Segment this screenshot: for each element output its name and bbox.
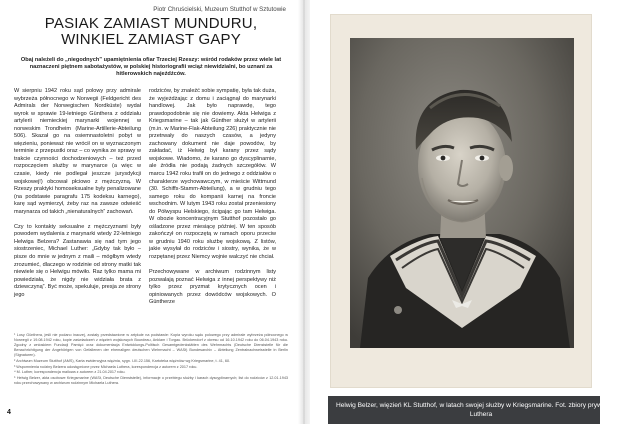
article-lead: Obaj należeli do „niegodnych” upamiętnienia ofiar Trzeciej Rzeszy: wśród rodaków przez wiele lat naznaczeni piętnem sabotażystów, w polskiej historiografii wciąż niewidzialni, bo uznani za hitlerowskich najeźdźców.: [20, 57, 282, 78]
paragraph: W sierpniu 1942 roku sąd polowy przy admirale wybrzeża północnego w Norwegii (Feldgericht des Admirals der Norwegischen Nordküste) wydał wyrok w sprawie 19-letniego Günthera z oddziału artylerii niemieckiej marynarki wojennej w norweskim Trondheim (Marine-Artillerie-Abteilung 506). Skazał go na osiemnastoletni pobyt w więzieniu, ponieważ nie wrócił on w wyznaczonym terminie z przepustki oraz – co wynika ze sprawy w trakcie czynności dochodzeniowych – też przed rozpoczęciem służby w marynarce (a więc w czasie, kiedy nie podlegał jeszcze jurysdykcji wojskowej!) obcował płciowo z mężczyzną. W Rzeszy praktyki homoseksualne były penalizowane (na podstawie paragrafu 175 kodeksu karnego), karę sąd wymierzył, żeby raz na zawsze odwieść marynarza od takich „nienaturalnych” zachowań.: [14, 88, 141, 215]
paragraph: Przechowywane w archiwum rodzinnym listy pozwalają poznać Helwiga z innej perspektywy niż tylko przez pryzmat krytycznych ocen i opiniowanych przez dowódców wojskowych. O Güntherze: [149, 269, 276, 306]
portrait-photo: [350, 38, 574, 348]
page-number: 4: [7, 409, 11, 416]
footnote: ⁵ Helwig Belzer, akta osobowe Kriegsmarine (WASt, Deutsche Dienststelle), informacje o przebiegu służby i karach dyscyplinarnych; list do rodziców z 12.01.1943 roku przechowywany w archiwum rodzinnym Michaela Luthera.: [14, 376, 288, 386]
paragraph: rodziców, by znaleźć sobie sympatię, była tak duża, że wyjeżdżając z domu i zaciągnął do marynarki handlowej. Jak było naprawdę, tego prawdopodobnie się nie dowiemy. Akta Helwiga z Kriegsmarine – tak jak Günther służył w artylerii (m.in. w Marine-Flak-Abteilung 226) praktycznie nie przetrwały do naszych czasów, a jedyny zachowany dokument nie daje powodów, by zakładać, iż Helwig był karany przez sądy wojskowe. Wiadomo, że karano go dyscyplinarnie, ale źródła nie podają żadnych szczegółów. W marcu 1942 roku trafił on do jednego z oddziałów o charakterze wychowawczym, w mieście Wittmund (30. Schiffs-Stamm-Abteilung), a w grudniu tego samego roku do kompanii karnej na froncie wschodnim. W lutym 1943 roku został przeniesiony do Półwyspu Helskiego, ścigając go tam Helwiga. W obozie koncentracyjnym Stutthof pozostało go ośladzone przez miesiącę później. W ten sposób zakończył on rozpoczętą w ramach oporu przeciw w grudniu 1940 roku służbę wojskową. Z listów, jakie wysyłał do rodziców i siostry, wynika, że w rozpętanej przez Niemcy wojnie walczyć nie chciał.: [149, 88, 276, 261]
caption-line-2: Luthera: [469, 411, 493, 418]
right-page: [310, 0, 643, 424]
text-column-2: [149, 88, 276, 330]
title-line-1: PASIAK ZAMIAST MUNDURU,: [44, 15, 258, 32]
sailor-portrait-image: [350, 38, 574, 348]
photo-caption: [336, 401, 643, 419]
photo-card: [330, 14, 592, 388]
paragraph: Czy to kontakty seksualne z mężczyznami były powodem wydalenia z marynarki wtedy 22-letniego Helwiga Belzera? Zastanawia się nad tym jego siostrzeniec, Michael Luther: „Gdyby tak było – pisze do mnie w jednym z maili – mógłbym wtedy zrozumieć, dlaczego w rodzinie od strony matki tak niewiele się o Helwigu mówiło. Raz tylko mama mi powiedziała, że nigdy nie widziała brata z dziewczyną”. Być może, spekuluje, presja ze strony jego: [14, 223, 141, 298]
title-line-2: WINKIEL ZAMIAST GAPY: [61, 31, 241, 48]
page-gutter: [298, 0, 310, 424]
footnote: ¹ Losy Günthera, jeśli nie podano inaczej, zostały przedstawione w artykule na podstawie: Kopia wyroku sądu polowego przy admirale wybrzeża północnego w Norwegii z 19.08.1942 roku, kopie zaświadczeń z więzień wojskowych Bourdeau, Anklam i Torgau. Brückendorf z okresu od 16.10.1942 roku do 06.04.1943 roku. Zgodny z wnioskiem Fundacji Pamięć oraz dokumentacja Entwicklungs-Politisch Gesamtgedenkstätten des Wehrmachts (Deutsche Dienststelle für die Benachrichtigung der Angehörigen von Gefallenen der ehemaligen deutschen Wehrmacht – WASt) Bundesarchiv – Abteilung Zentralnachweisstelle in Berlin (Signaturen).: [14, 333, 288, 358]
footnote: ² Archiwum Muzeum Stutthof (AMS), Karta ewidencyjna więźnia, sygn. I-III-22.156, Kartoteka więźniów wg Kriegsmarine, t. 41, 60.: [14, 359, 231, 364]
left-page: [0, 0, 302, 424]
footnote: ⁴ M. Luther, korespondencja mailowa z autorem z 21.04.2017 roku.: [14, 370, 126, 375]
footnote: ³ Wspomnienia rodziny Belzera udostępnione przez Michaela Luthera, korespondencja z autorem z 2017 roku.: [14, 364, 198, 369]
caption-line-1: Helwig Belzer, więzień KL Stutthof, w latach swojej służby w Kriegsmarine. Fot. zbiory prywatne Michaela: [336, 402, 643, 409]
author-byline: Piotr Chruścielski, Muzeum Stutthof w Sztutowie: [153, 6, 286, 13]
article-title: [14, 16, 288, 48]
text-column-1: [14, 88, 141, 330]
footnotes: [14, 333, 288, 405]
caption-bar: [328, 396, 643, 424]
